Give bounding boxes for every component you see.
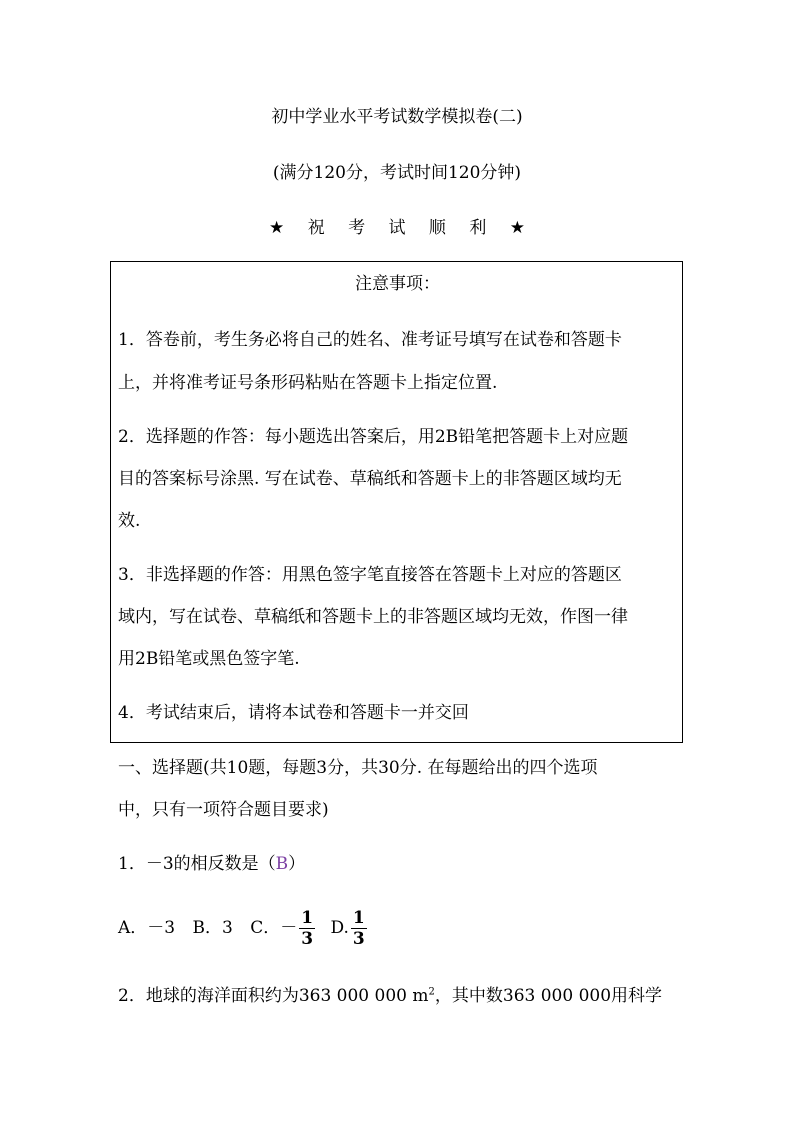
answer-mark: B [275,854,289,874]
option-a: A．－3 [118,918,176,938]
blessing-char: 利 [469,218,487,238]
notice-line: 效. [118,511,141,531]
blessing-char: 祝 [307,218,325,238]
option-d-label: D. [330,918,349,938]
option-b: B．3 [192,918,233,938]
fraction-denominator: 3 [352,929,365,949]
blessing-line [0,217,794,239]
blessing-char: 试 [388,218,406,238]
question-text: 1．－3的相反数是（ [118,854,276,874]
superscript: 2 [428,986,435,998]
notice-line: 域内，写在试卷、草稿纸和答题卡上的非答题区域均无效，作图一律 [118,607,628,627]
question-2-stem [118,985,662,1007]
notice-title: 注意事项： [355,274,440,294]
fraction-denominator: 3 [301,929,314,949]
question-text: ） [288,854,306,874]
star-icon: ★ [509,218,525,238]
exam-title: 初中学业水平考试数学模拟卷(二) [271,107,523,127]
question-1-options [118,906,369,950]
blessing-char: 顺 [428,218,446,238]
option-c-label: C．－ [250,918,298,938]
fraction [351,908,367,949]
fraction [299,908,315,949]
exam-subtitle: (满分120分，考试时间120分钟) [272,163,522,183]
question-text: 2．地球的海洋面积约为363 000 000 m [118,986,429,1006]
notice-line: 上，并将准考证号条形码粘贴在答题卡上指定位置. [118,373,498,393]
notice-line: 3．非选择题的作答：用黑色签字笔直接答在答题卡上对应的答题区 [118,565,622,585]
notice-line: 用2B铅笔或黑色签字笔. [118,649,300,669]
star-icon: ★ [269,218,285,238]
question-text: ，其中数363 000 000用科学 [434,986,663,1006]
fraction-numerator: 1 [301,908,314,928]
blessing-char: 考 [348,218,366,238]
section-heading: 中，只有一项符合题目要求) [118,800,329,820]
notice-box [110,261,683,743]
notice-line: 4．考试结束后，请将本试卷和答题卡一并交回 [118,703,469,723]
section-heading: 一、选择题(共10题，每题3分，共30分. 在每题给出的四个选项 [118,758,598,778]
notice-line: 1．答卷前，考生务必将自己的姓名、准考证号填写在试卷和答题卡 [118,330,622,350]
fraction-numerator: 1 [352,908,365,928]
question-1-stem [118,853,305,875]
notice-line: 目的答案标号涂黑. 写在试卷、草稿纸和答题卡上的非答题区域均无 [118,469,622,489]
notice-line: 2．选择题的作答：每小题选出答案后，用2B铅笔把答题卡上对应题 [118,427,629,447]
